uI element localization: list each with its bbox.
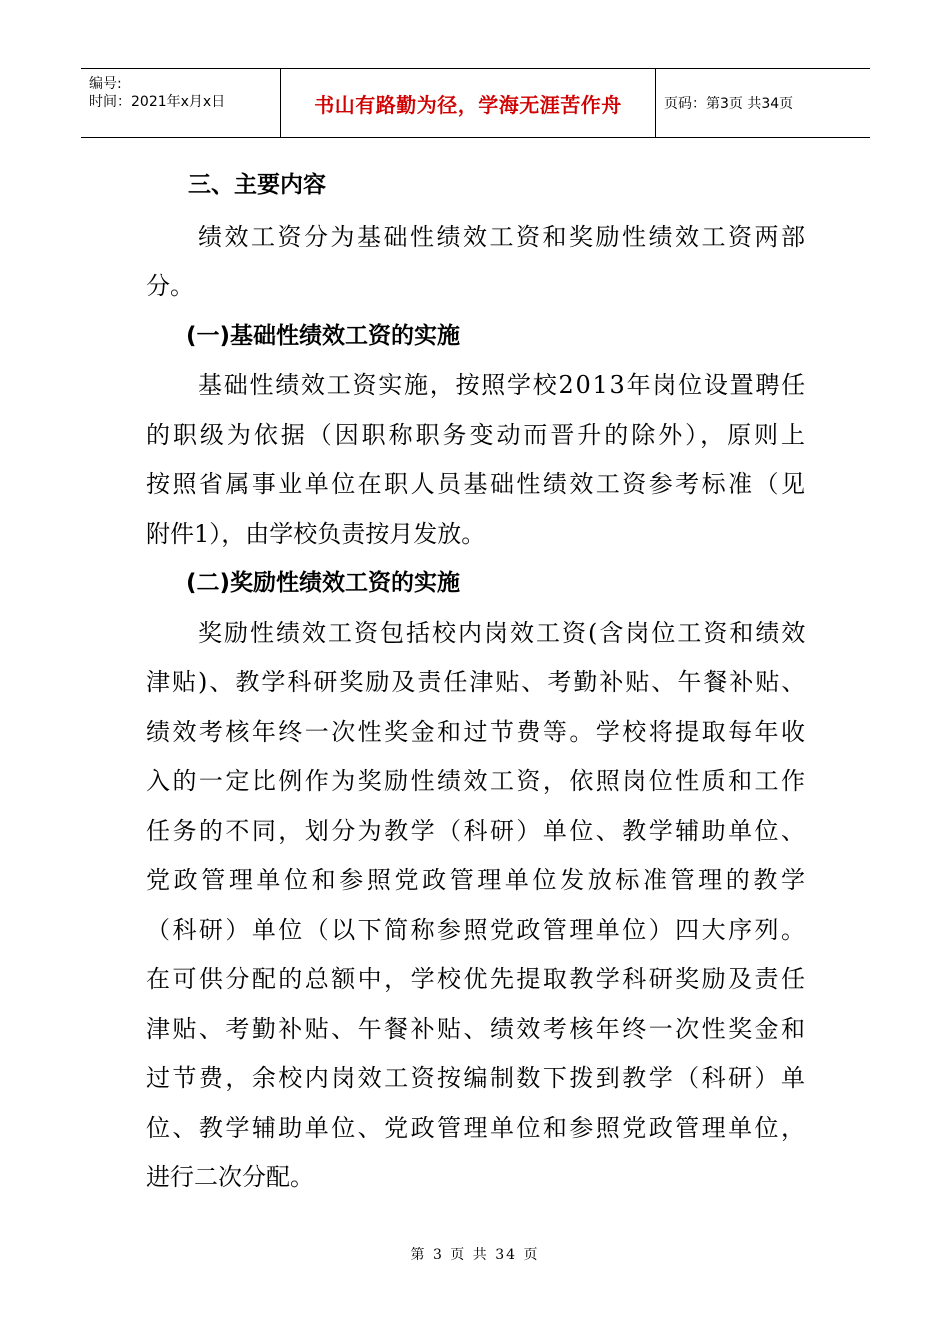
paragraph-line: 按照省属事业单位在职人员基础性绩效工资参考标准（见 [146, 470, 808, 498]
paragraph-line: 分。 [146, 272, 194, 300]
paragraph-line: 任务的不同，划分为教学（科研）单位、教学辅助单位、 [146, 817, 808, 845]
header-meta [81, 69, 281, 137]
subsection-title: (二)奖励性绩效工资的实施 [186, 570, 461, 596]
paragraph-line: 绩效考核年终一次性奖金和过节费等。学校将提取每年收 [146, 718, 808, 746]
paragraph-line: 津贴)、教学科研奖励及责任津贴、考勤补贴、午餐补贴、 [146, 668, 808, 696]
number-label: 编号: [89, 76, 122, 92]
paragraph-line: 绩效工资分为基础性绩效工资和奖励性绩效工资两部 [198, 223, 808, 251]
header-motto: 书山有路勤为径，学海无涯苦作舟 [314, 92, 622, 117]
paragraph-line: （科研）单位（以下简称参照党政管理单位）四大序列。 [146, 916, 808, 944]
paragraph-line: 附件1），由学校负责按月发放。 [146, 520, 486, 548]
paragraph-line: 奖励性绩效工资包括校内岗效工资(含岗位工资和绩效 [198, 619, 808, 647]
paragraph-line: 入的一定比例作为奖励性绩效工资，依照岗位性质和工作 [146, 767, 808, 795]
paragraph-line: 津贴、考勤补贴、午餐补贴、绩效考核年终一次性奖金和 [146, 1015, 808, 1043]
paragraph-line: 位、教学辅助单位、党政管理单位和参照党政管理单位， [146, 1114, 808, 1142]
subsection-title: (一)基础性绩效工资的实施 [186, 323, 461, 349]
section-title: 三、主要内容 [188, 172, 326, 198]
paragraph-line: 在可供分配的总额中，学校优先提取教学科研奖励及责任 [146, 965, 808, 993]
page-footer: 第 3 页 共 34 页 [410, 1247, 540, 1263]
time-label: 时间：2021年x月x日 [89, 94, 226, 110]
paragraph-line: 的职级为依据（因职称职务变动而晋升的除外），原则上 [146, 421, 808, 449]
header-motto-cell [281, 69, 656, 137]
paragraph-line: 过节费，余校内岗效工资按编制数下拨到教学（科研）单 [146, 1064, 808, 1092]
paragraph-line: 基础性绩效工资实施，按照学校2013年岗位设置聘任 [198, 371, 807, 399]
page-header [81, 68, 870, 138]
paragraph-line: 党政管理单位和参照党政管理单位发放标准管理的教学 [146, 866, 809, 894]
paragraph-line: 进行二次分配。 [146, 1163, 314, 1191]
header-page-info: 页码：第3页 共34页 [664, 96, 794, 112]
